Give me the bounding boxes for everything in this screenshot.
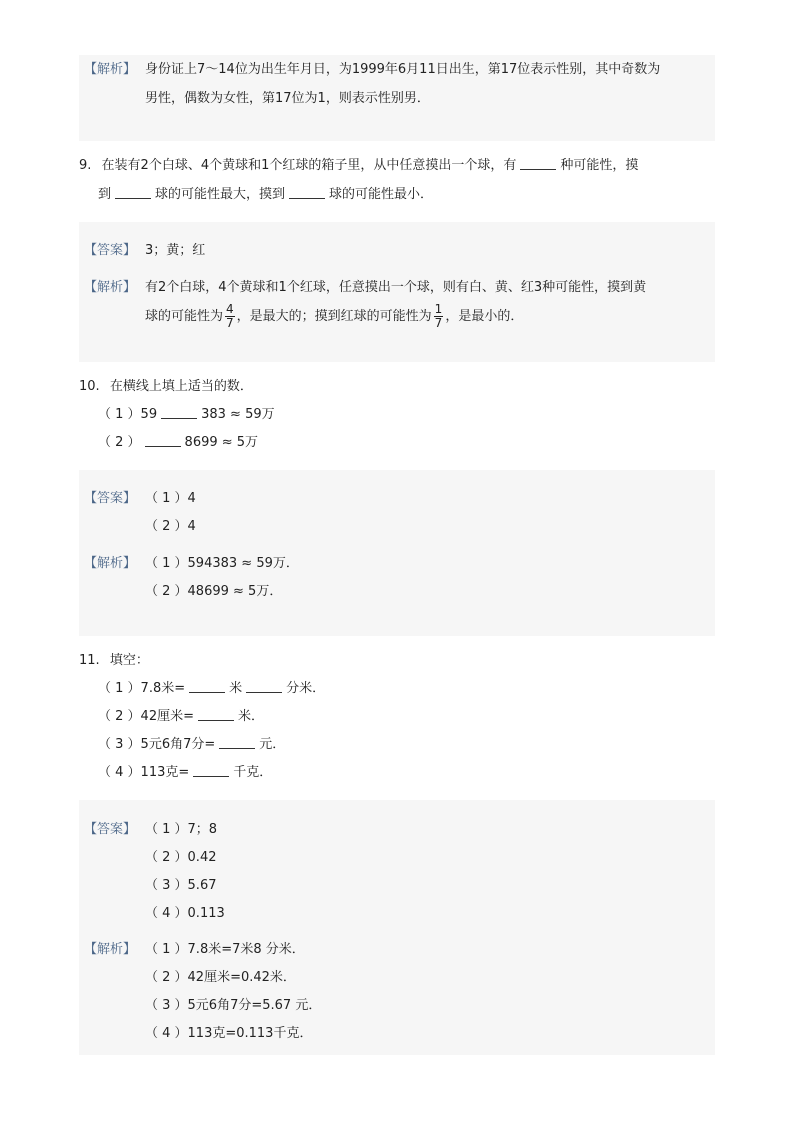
- analysis-tag: 【解析】: [84, 280, 137, 295]
- analysis-tag: 【解析】: [84, 556, 137, 571]
- answer-tag: 【答案】: [84, 243, 137, 258]
- question-number: 9.: [79, 158, 92, 173]
- analysis-text: 身份证上7～14位为出生年月日，为1999年6月11日出生，第17位表示性别，其中奇数为: [145, 62, 661, 77]
- answer-tag: 【答案】: [84, 491, 137, 506]
- question-10-stem: 10. 在横线上填上适当的数．: [79, 379, 253, 394]
- answer-text: （ 3 ）5.67: [145, 878, 217, 893]
- question-11-stem: 11. 填空：: [79, 653, 149, 668]
- question-number: 10.: [79, 379, 100, 394]
- question-11-part-4: （ 4 ）113克= 千克．: [98, 765, 273, 780]
- analysis-tag: 【解析】: [84, 62, 137, 77]
- answer-text: （ 2 ）0.42: [145, 850, 217, 865]
- question-number: 11.: [79, 653, 100, 668]
- analysis-text: （ 4 ）113克=0.113千克．: [145, 1026, 313, 1041]
- fraction-one-seventh: $\frac{1}{7}$: [434, 302, 443, 330]
- fraction-four-sevenths: $\frac{4}{7}$: [226, 302, 234, 330]
- answer-text: （ 2 ）4: [145, 519, 196, 534]
- question-9-stem-cont: 到 球的可能性最大，摸到 球的可能性最小．: [98, 187, 434, 202]
- question-11-part-2: （ 2 ）42厘米= 米．: [98, 709, 264, 724]
- answer-text: （ 1 ）4: [145, 491, 196, 506]
- answer-tag: 【答案】: [84, 822, 137, 837]
- answer-blank: [115, 186, 151, 199]
- question-10-part-2: （ 2 ） 8699 ≈ 5万: [98, 435, 259, 450]
- question-11-part-3: （ 3 ）5元6角7分= 元．: [98, 737, 286, 752]
- analysis-text: （ 2 ）42厘米=0.42米．: [145, 970, 296, 985]
- analysis-text: 男性，偶数为女性，第17位为1，则表示性别男．: [145, 91, 430, 106]
- analysis-text: （ 2 ）48699 ≈ 5万．: [145, 584, 283, 599]
- analysis-text: （ 1 ）594383 ≈ 59万．: [145, 556, 299, 571]
- answer-blank: [193, 764, 229, 777]
- answer-blank: [219, 736, 255, 749]
- answer-blank: [198, 708, 234, 721]
- answer-blank: [289, 186, 325, 199]
- question-9-stem: 9. 在装有2个白球、4个黄球和1个红球的箱子里，从中任意摸出一个球，有 种可能性，摸: [79, 158, 639, 173]
- answer-blank: [246, 680, 282, 693]
- answer-blank: [161, 406, 197, 419]
- answer-blank: [520, 157, 556, 170]
- analysis-text: （ 3 ）5元6角7分=5.67 元．: [145, 998, 322, 1013]
- answer-text: 3；黄；红: [145, 243, 206, 258]
- answer-text: （ 1 ）7；8: [145, 822, 218, 837]
- question-11-part-1: （ 1 ）7.8米= 米 分米．: [98, 681, 326, 696]
- analysis-tag: 【解析】: [84, 942, 137, 957]
- analysis-text-with-fractions: 球的可能性为 $\frac{4}{7}$ ，是最大的；摸到红球的可能性为 $\frac{1}{7}$ ，是最小的．: [145, 302, 524, 330]
- question-10-part-1: （ 1 ）59 383 ≈ 59万: [98, 407, 275, 422]
- answer-blank: [189, 680, 225, 693]
- answer-blank: [145, 434, 181, 447]
- analysis-text: （ 1 ）7.8米=7米8 分米．: [145, 942, 305, 957]
- analysis-text: 有2个白球，4个黄球和1个红球，任意摸出一个球，则有白、黄、红3种可能性，摸到黄: [145, 280, 647, 295]
- answer-text: （ 4 ）0.113: [145, 906, 225, 921]
